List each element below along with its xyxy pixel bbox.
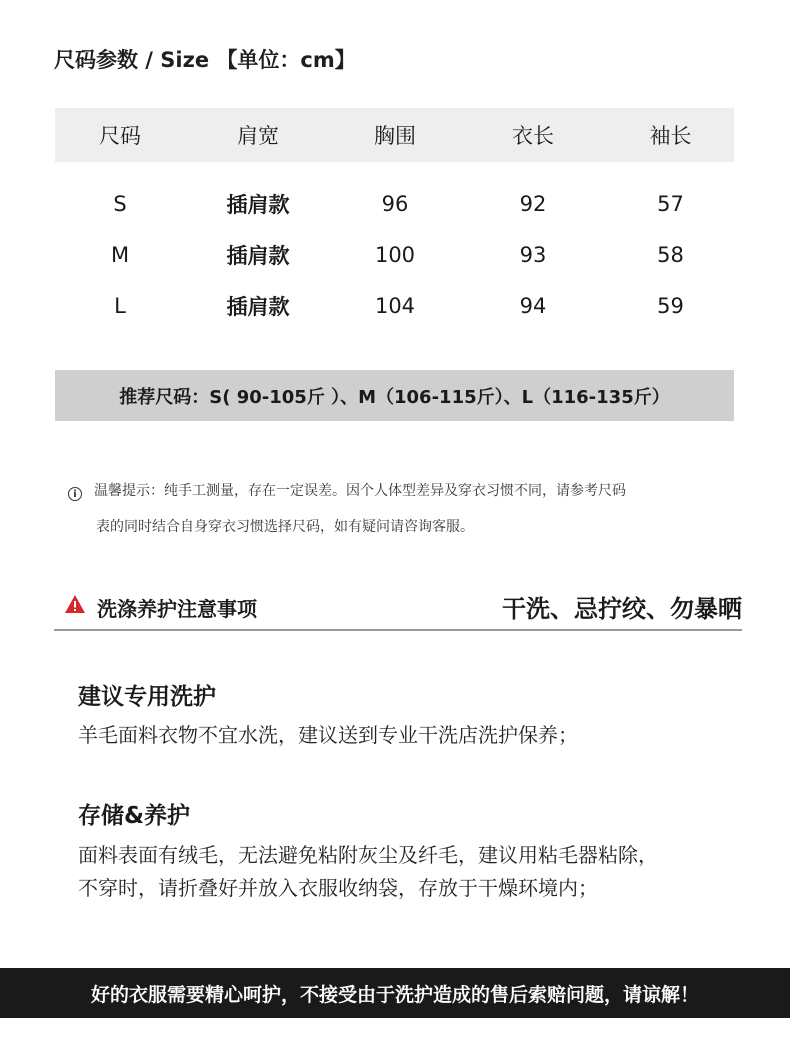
size-table	[55, 108, 734, 331]
section-line: 羊毛面料衣物不宜水洗，建议送到专业干洗店洗护保养；	[78, 723, 578, 747]
table-cell: 96	[381, 191, 409, 216]
table-cell: S	[113, 191, 127, 216]
table-cell: 59	[657, 293, 684, 318]
care-header	[54, 584, 742, 631]
size-recommendation: 推荐尺码：S( 90-105斤 ）、M（106-115斤）、L（116-135斤）	[55, 370, 734, 421]
notice-text: 温馨提示：纯手工测量，存在一定误差。因个人体型差异及穿衣习惯不同，请参考尺码	[94, 483, 626, 499]
page-title: 尺码参数 / Size 【单位：cm】	[54, 48, 356, 72]
table-cell: 插肩款	[226, 294, 290, 319]
table-cell: 58	[657, 242, 684, 267]
table-cell: 104	[374, 293, 416, 318]
column-header-chest: 胸围	[374, 124, 416, 148]
column-header-sleeve: 袖长	[649, 124, 692, 148]
table-cell: 94	[519, 293, 547, 318]
column-header-size: 尺码	[99, 124, 141, 148]
section-text-storage	[78, 839, 658, 905]
table-row	[55, 229, 734, 280]
measurement-notice	[68, 473, 748, 545]
table-cell: L	[114, 293, 126, 318]
table-row	[55, 280, 734, 331]
section-title-storage: 存储&养护	[78, 803, 191, 829]
care-title: 洗涤养护注意事项	[97, 597, 257, 621]
column-header-length: 衣长	[512, 124, 554, 148]
section-title-wash: 建议专用洗护	[78, 684, 216, 710]
table-cell: 92	[519, 191, 547, 216]
table-row	[55, 178, 734, 229]
warning-icon	[64, 594, 86, 618]
info-icon: i	[68, 487, 82, 501]
section-text-wash	[78, 719, 578, 752]
section-line: 面料表面有绒毛，无法避免粘附灰尘及纤毛，建议用粘毛器粘除，	[78, 843, 658, 867]
footer-banner: 好的衣服需要精心呵护，不接受由于洗护造成的售后索赔问题，请谅解！	[0, 968, 790, 1018]
care-rules: 干洗、忌拧绞、勿暴晒	[502, 595, 742, 623]
notice-line: 表的同时结合自身穿衣习惯选择尺码，如有疑问请咨询客服。	[96, 519, 474, 535]
table-cell: 插肩款	[226, 192, 290, 217]
section-line: 不穿时，请折叠好并放入衣服收纳袋，存放于干燥环境内；	[78, 876, 598, 900]
table-cell: M	[110, 242, 130, 267]
size-table-header	[55, 108, 734, 162]
notice-line	[68, 473, 748, 509]
column-header-shoulder: 肩宽	[237, 124, 279, 148]
table-cell: 插肩款	[226, 243, 290, 268]
table-cell: 100	[374, 242, 416, 267]
size-table-body	[55, 178, 734, 331]
table-cell: 93	[519, 242, 547, 267]
table-cell: 57	[657, 191, 684, 216]
